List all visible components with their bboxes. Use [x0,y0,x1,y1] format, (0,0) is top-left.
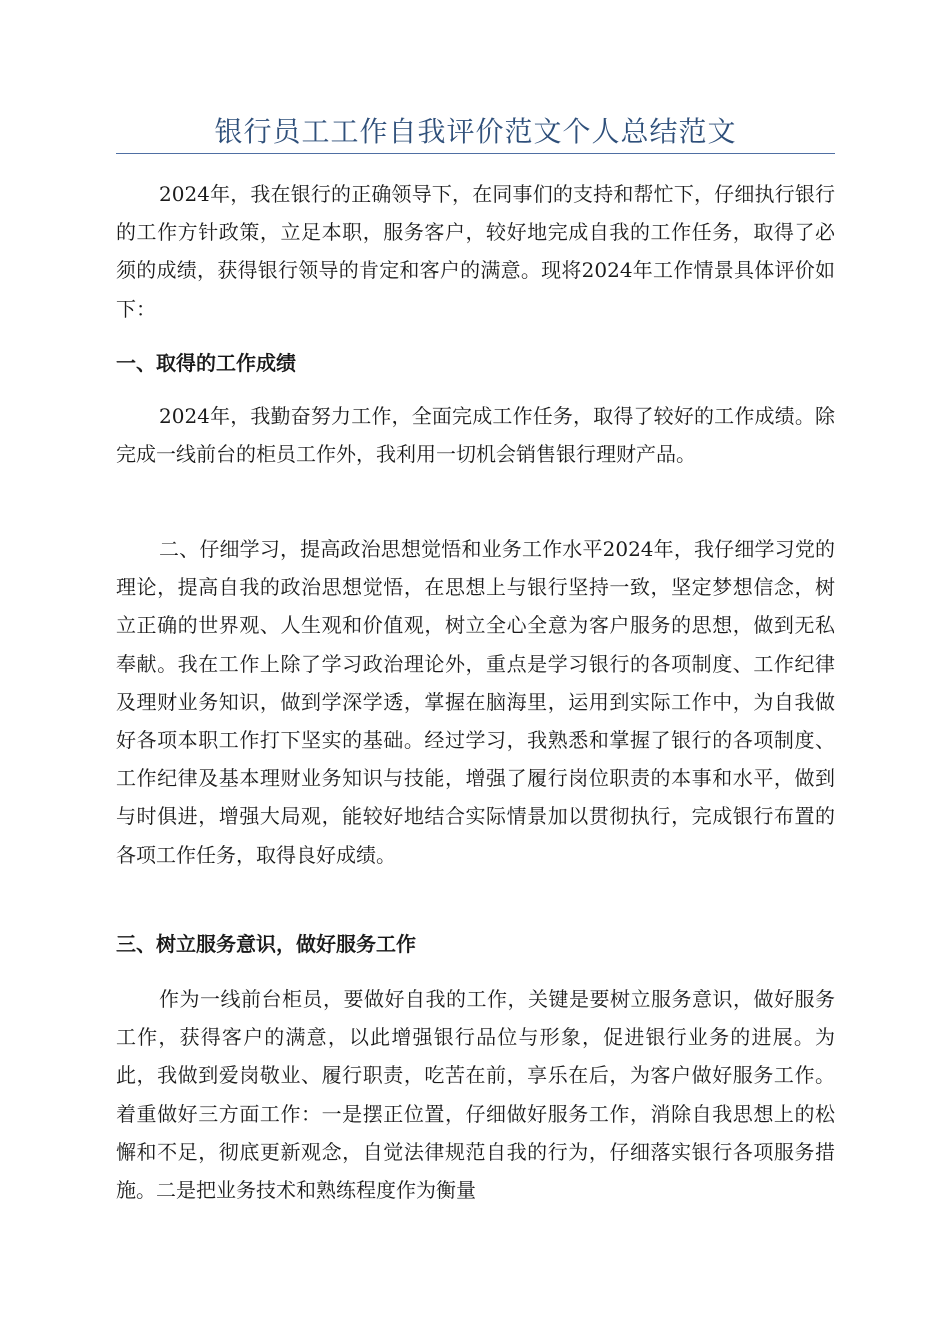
section-heading-achievements: 一、取得的工作成绩 [116,351,296,375]
study-paragraph: 二、仔细学习，提高政治思想觉悟和业务工作水平2024年，我仔细学习党的理论，提高自我的政治思想觉悟，在思想上与银行坚持一致，坚定梦想信念，树立正确的世界观、人生观和价值观，树立全心全意为客户服务的思想，做到无私奉献。我在工作上除了学习政治理论外，重点是学习银行的各项制度、工作纪律及理财业务知识，做到学深学透，掌握在脑海里，运用到实际工作中，为自我做好各项本职工作打下坚实的基础。经过学习，我熟悉和掌握了银行的各项制度、工作纪律及基本理财业务知识与技能，增强了履行岗位职责的本事和水平，做到与时俱进，增强大局观，能较好地结合实际情景加以贯彻执行，完成银行布置的各项工作任务，取得良好成绩。 [116,537,835,867]
section-heading-service: 三、树立服务意识，做好服务工作 [116,932,416,956]
service-paragraph: 作为一线前台柜员，要做好自我的工作，关键是要树立服务意识，做好服务工作，获得客户的满意，以此增强银行品位与形象，促进银行业务的进展。为此，我做到爱岗敬业、履行职责，吃苦在前，享乐在后，为客户做好服务工作。着重做好三方面工作：一是摆正位置，仔细做好服务工作，消除自我思想上的松懈和不足，彻底更新观念，自觉法律规范自我的行为，仔细落实银行各项服务措施。二是把业务技术和熟练程度作为衡量 [116,987,835,1203]
document-title: 银行员工工作自我评价范文个人总结范文 [214,115,737,148]
intro-paragraph: 2024年，我在银行的正确领导下，在同事们的支持和帮忙下，仔细执行银行的工作方针政策，立足本职，服务客户，较好地完成自我的工作任务，取得了必须的成绩，获得银行领导的肯定和客户的满意。现将2024年工作情景具体评价如下： [116,182,835,321]
title-underline [116,153,835,154]
achievements-paragraph: 2024年，我勤奋努力工作，全面完成工作任务，取得了较好的工作成绩。除完成一线前台的柜员工作外，我利用一切机会销售银行理财产品。 [116,404,835,467]
